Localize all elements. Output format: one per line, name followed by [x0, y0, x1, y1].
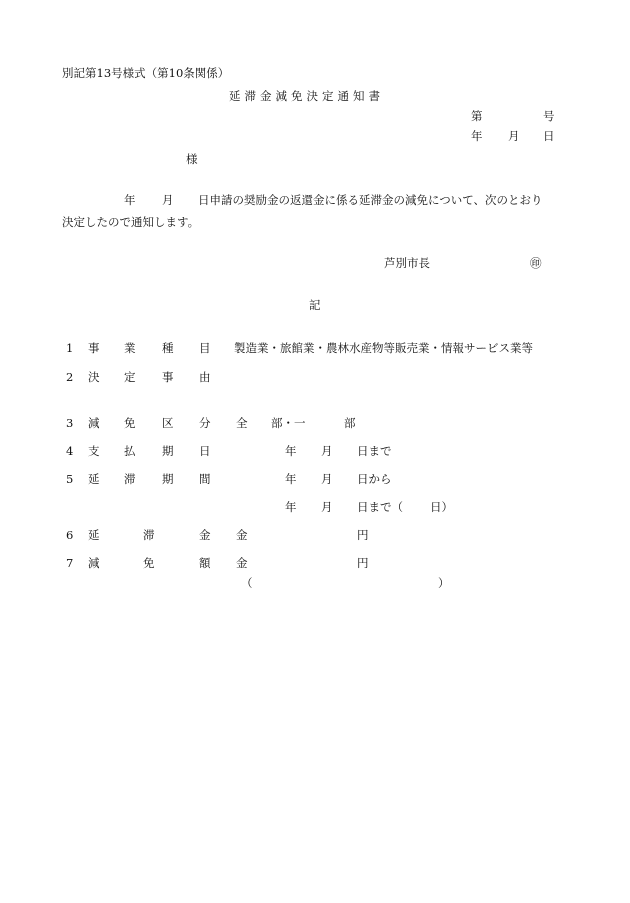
- addressee-honorific: 様: [186, 152, 198, 166]
- date-day: 日: [543, 129, 555, 143]
- item-label-char: 払: [124, 444, 136, 458]
- item-label-char: 金: [199, 528, 211, 542]
- item-number: 3: [66, 416, 74, 430]
- item-number: 1: [66, 341, 74, 355]
- body-line2: 決定したので通知します。: [62, 215, 200, 229]
- item-label-char: 免: [143, 556, 155, 570]
- item-label-char: 延: [88, 472, 100, 486]
- document-title: 延滞金減免決定通知書: [229, 89, 384, 103]
- item-label-char: 分: [199, 416, 211, 430]
- item-label-char: 額: [199, 556, 211, 570]
- item-label-char: 由: [199, 370, 211, 384]
- body-month: 月: [162, 193, 174, 207]
- ki-heading: 記: [309, 298, 321, 312]
- item-label-char: 事: [162, 370, 174, 384]
- date-month: 月: [321, 444, 333, 458]
- item-value-part: 全: [236, 416, 248, 430]
- item-value-part: 部・一: [271, 416, 306, 430]
- number-prefix: 第: [471, 109, 483, 123]
- date-day: 日まで: [357, 444, 392, 458]
- item-label-char: 免: [124, 416, 136, 430]
- item-label-char: 支: [88, 444, 100, 458]
- date-year: 年: [285, 472, 297, 486]
- seal-mark: ㊞: [530, 256, 542, 270]
- day-count-close: 日）: [430, 500, 453, 514]
- date-year: 年: [471, 129, 483, 143]
- sender-name: 芦別市長: [384, 256, 430, 270]
- item-label-char: 定: [124, 370, 136, 384]
- body-line1: 日申請の奨励金の返還金に係る延滞金の減免について、次のとおり: [198, 193, 543, 207]
- item-label-char: 業: [124, 341, 136, 355]
- item-label-char: 延: [88, 528, 100, 542]
- date-day: 日まで（: [357, 500, 403, 514]
- item-value: 製造業・旅館業・農林水産物等販売業・情報サービス業等: [234, 341, 533, 355]
- item-number: 5: [66, 472, 74, 486]
- item-label-char: 決: [88, 370, 100, 384]
- item-label-char: 目: [199, 341, 211, 355]
- date-month: 月: [321, 500, 333, 514]
- item-label-char: 金: [236, 528, 248, 542]
- item-label-char: 滞: [124, 472, 136, 486]
- item-label-char: 日: [199, 444, 211, 458]
- date-month: 月: [508, 129, 520, 143]
- item-label-char: 間: [199, 472, 211, 486]
- yen-unit: 円: [357, 556, 369, 570]
- paren-open: （: [241, 576, 253, 590]
- item-label-char: 減: [88, 556, 100, 570]
- item-label-char: 種: [162, 341, 174, 355]
- date-month: 月: [321, 472, 333, 486]
- item-label-char: 金: [236, 556, 248, 570]
- form-label: 別記第13号様式（第10条関係）: [62, 66, 230, 80]
- item-label-char: 事: [88, 341, 100, 355]
- item-label-char: 滞: [143, 528, 155, 542]
- item-number: 4: [66, 444, 74, 458]
- item-number: 6: [66, 528, 74, 542]
- date-year: 年: [285, 444, 297, 458]
- paren-close: ）: [438, 576, 450, 590]
- body-year: 年: [124, 193, 136, 207]
- item-value-part: 部: [344, 416, 356, 430]
- yen-unit: 円: [357, 528, 369, 542]
- item-label-char: 期: [162, 472, 174, 486]
- number-suffix: 号: [543, 109, 555, 123]
- item-label-char: 期: [162, 444, 174, 458]
- date-day: 日から: [357, 472, 392, 486]
- date-year: 年: [285, 500, 297, 514]
- item-label-char: 区: [162, 416, 174, 430]
- item-number: 2: [66, 370, 74, 384]
- item-number: 7: [66, 556, 74, 570]
- item-label-char: 減: [88, 416, 100, 430]
